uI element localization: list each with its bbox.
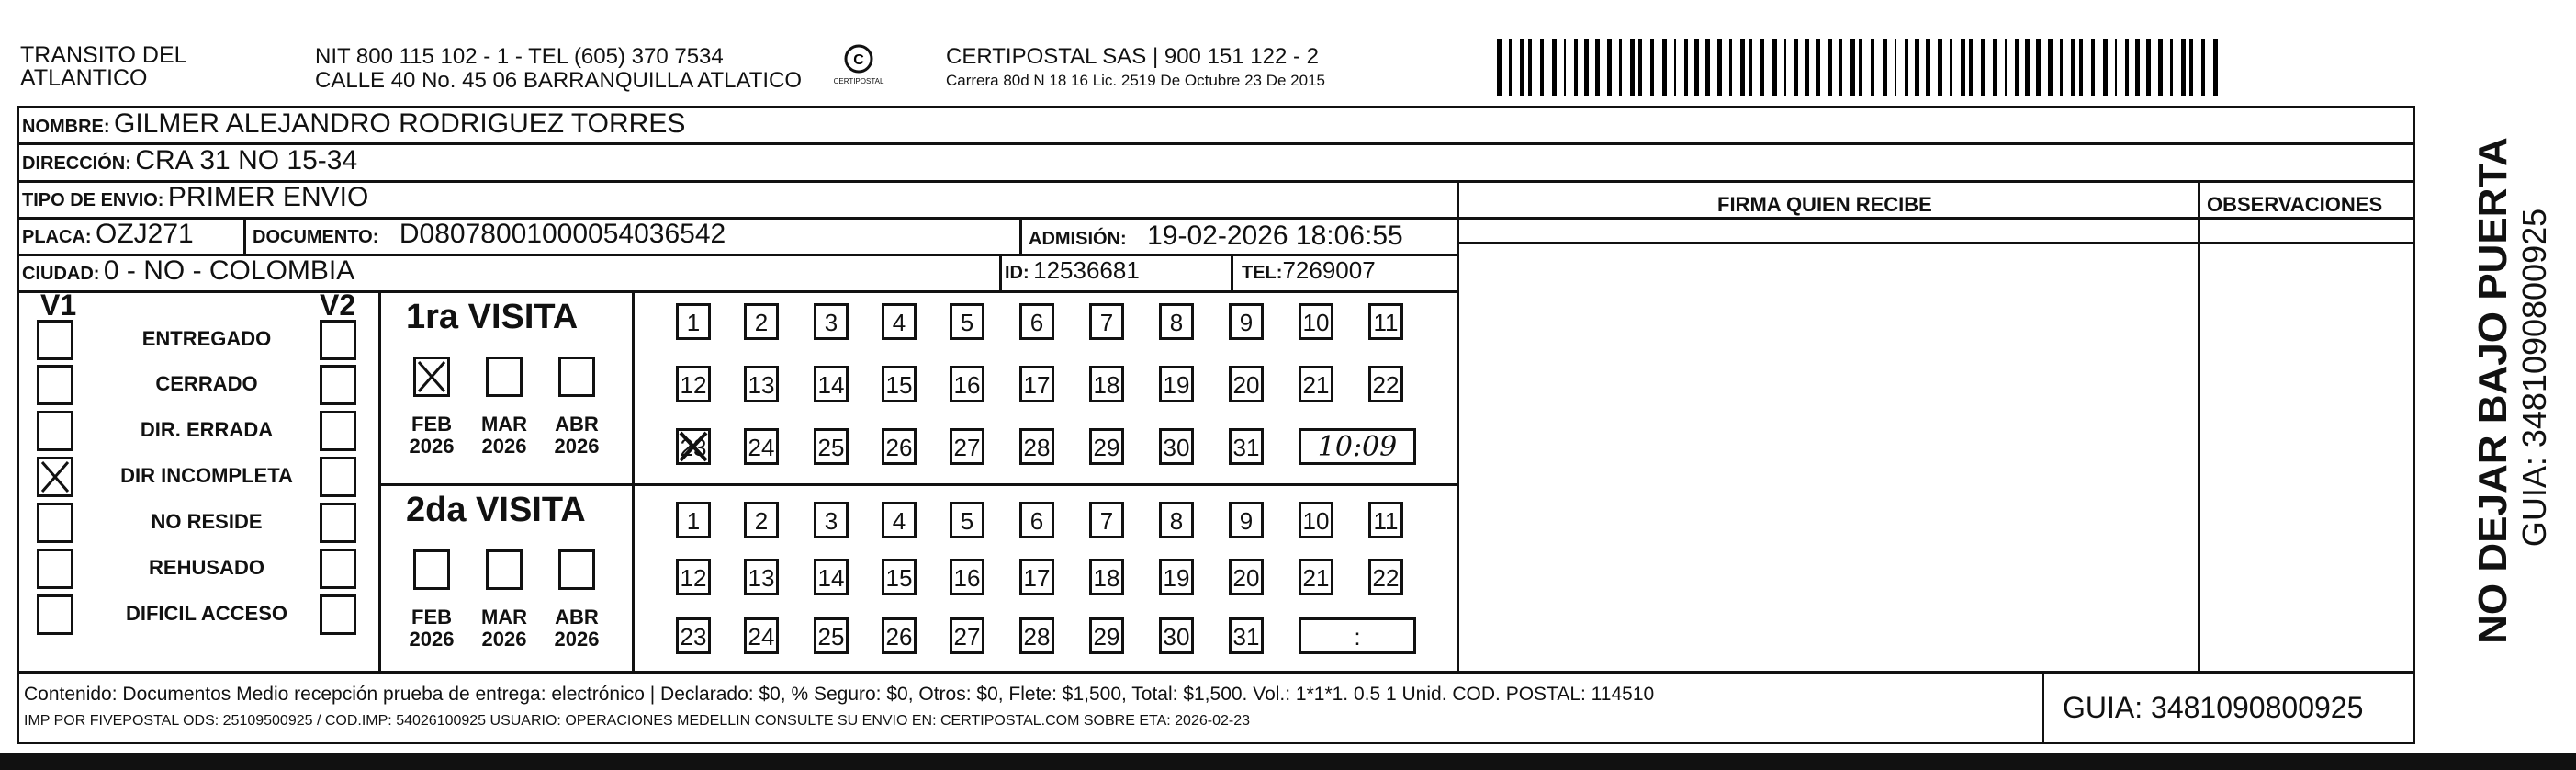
side-text [2424, 138, 2562, 652]
month-label: ABR 2026 [554, 606, 600, 651]
first-visit-time[interactable]: 10:09 [1299, 428, 1416, 465]
tipo-label: TIPO DE ENVIO: [22, 190, 164, 210]
barcode-bar [1816, 39, 1820, 96]
barcode-bar [2135, 39, 2140, 96]
day-box[interactable]: 15 [882, 366, 917, 402]
barcode-bar [2158, 39, 2163, 96]
barcode-bar [1630, 39, 1635, 96]
courier-address: Carrera 80d N 18 16 Lic. 2519 De Octubre 23 De 2015 [946, 72, 1325, 89]
barcode-bar [1574, 39, 1578, 96]
placa-value: OZJ271 [96, 219, 194, 249]
month-checkbox[interactable] [413, 357, 450, 397]
nit-line: NIT 800 115 102 - 1 - TEL (605) 370 7534 [315, 44, 724, 69]
barcode-bar [1595, 39, 1600, 96]
barcode-bar [2125, 39, 2129, 96]
option-label: NO RESIDE [151, 510, 263, 533]
day-box[interactable]: 5 [950, 502, 984, 538]
barcode-bar [2115, 39, 2117, 96]
barcode-bar [1993, 39, 1997, 96]
ciudad-label: CIUDAD: [22, 264, 100, 284]
admision-value: 19-02-2026 18:06:55 [1147, 221, 1403, 251]
barcode-bar [1850, 39, 1855, 96]
barcode-bar [1674, 39, 1676, 96]
barcode-svg [1497, 39, 2222, 96]
v2-checkbox[interactable] [320, 365, 356, 405]
v2-checkbox[interactable] [320, 594, 356, 635]
day-box[interactable]: 27 [950, 617, 984, 654]
v2-checkbox[interactable] [320, 411, 356, 451]
month-label: ABR 2026 [554, 413, 600, 458]
day-box[interactable]: 30 [1159, 617, 1194, 654]
day-box[interactable]: 10 [1299, 502, 1333, 538]
footer-imp: IMP POR FIVEPOSTAL ODS: 25109500925 / COD.IMP: 54026100925 USUARIO: OPERACIONES MEDELLIN CONSULTE SU ENVIO EN: CERTIPOSTAL.COM SOBRE ETA: 2026-02-23 [24, 713, 1250, 729]
option-label: REHUSADO [149, 556, 264, 579]
day-box[interactable]: 2 [744, 502, 779, 538]
option-label: DIFICIL ACCESO [125, 602, 287, 625]
barcode-bar [1950, 39, 1952, 96]
barcode-bar [1638, 39, 1642, 96]
v1-checkbox[interactable] [37, 549, 73, 589]
ciudad-value: 0 - NO - COLOMBIA [103, 255, 355, 286]
barcode-bar [1564, 39, 1566, 96]
day-box[interactable]: 15 [882, 559, 917, 595]
month-checkbox[interactable] [558, 357, 595, 397]
placa-row [22, 219, 194, 250]
barcode-bar [1981, 39, 1985, 96]
barcode-bar [1772, 39, 1777, 96]
barcode-bar [1961, 39, 1965, 96]
barcode-bar [1760, 39, 1764, 96]
barcode-bar [2189, 39, 2193, 96]
v1-checkbox[interactable] [37, 365, 73, 405]
barcode-bar [1607, 39, 1612, 96]
barcode-bar [1650, 39, 1654, 96]
day-box[interactable]: 16 [950, 366, 984, 402]
ciudad-row [22, 255, 354, 287]
firma-area[interactable] [1462, 246, 2195, 669]
barcode-bar [1528, 39, 1532, 96]
barcode-bar [1694, 39, 1699, 96]
barcode-bar [1497, 39, 1502, 96]
day-box[interactable]: 19 [1159, 366, 1194, 402]
barcode-bar [1705, 39, 1710, 96]
first-visit-title: 1ra VISITA [406, 298, 579, 336]
day-box[interactable]: 26 [882, 617, 917, 654]
barcode-bar [1509, 39, 1512, 96]
month-checkbox[interactable] [558, 549, 595, 590]
option-label: DIR. ERRADA [140, 418, 274, 441]
day-box[interactable]: 20 [1229, 559, 1264, 595]
tel-label: TEL: [1242, 263, 1283, 283]
v1-header: V1 [40, 289, 77, 322]
barcode-bar [1749, 39, 1752, 96]
barcode-bar [1717, 39, 1722, 96]
sender-name [20, 44, 187, 90]
v1-checkbox[interactable] [37, 457, 73, 497]
day-box[interactable]: 18 [1089, 366, 1124, 402]
day-box[interactable]: 24 [744, 428, 779, 465]
barcode-bar [2071, 39, 2075, 96]
day-box[interactable]: 17 [1019, 366, 1054, 402]
barcode-bar [2103, 39, 2108, 96]
day-box[interactable]: 21 [1299, 559, 1333, 595]
day-box[interactable]: 11 [1368, 303, 1403, 340]
barcode-bar [2146, 39, 2151, 96]
v2-checkbox[interactable] [320, 503, 356, 543]
day-box[interactable]: 22 [1368, 559, 1403, 595]
day-box[interactable]: 28 [1019, 428, 1054, 465]
day-box[interactable]: 14 [814, 366, 849, 402]
day-box[interactable]: 31 [1229, 428, 1264, 465]
day-box[interactable]: 28 [1019, 617, 1054, 654]
day-box[interactable]: 13 [744, 559, 779, 595]
day-box[interactable]: 20 [1229, 366, 1264, 402]
option-label: CERRADO [155, 372, 258, 395]
barcode-bar [1828, 39, 1832, 96]
day-box[interactable]: 29 [1089, 617, 1124, 654]
barcode-bar [1895, 39, 1896, 96]
v1-checkbox[interactable] [37, 594, 73, 635]
address-line: CALLE 40 No. 45 06 BARRANQUILLA ATLATICO [315, 68, 803, 93]
month-checkbox[interactable] [486, 549, 523, 590]
id-label: ID: [1005, 263, 1029, 283]
id-row [1005, 256, 1140, 285]
barcode-bar [1871, 39, 1874, 96]
barcode-bar [2213, 39, 2218, 96]
day-box[interactable]: 7 [1089, 303, 1124, 340]
month-label: MAR 2026 [480, 413, 528, 458]
day-box[interactable]: 18 [1089, 559, 1124, 595]
courier-line: CERTIPOSTAL SAS | 900 151 122 - 2 [946, 44, 1319, 69]
barcode-bar [2048, 39, 2053, 96]
nombre-label: NOMBRE: [22, 117, 110, 137]
barcode-bar [2060, 39, 2063, 96]
barcode-bar [2181, 39, 2186, 96]
day-box[interactable]: 8 [1159, 502, 1194, 538]
month-label: MAR 2026 [480, 606, 528, 651]
svg-text:C: C [853, 52, 864, 68]
barcode-bar [1859, 39, 1862, 96]
nombre-row [22, 108, 685, 140]
day-box[interactable]: 23 [676, 428, 711, 465]
certipostal-logo-icon: C CERTIPOSTAL [827, 40, 891, 96]
v2-checkbox[interactable] [320, 549, 356, 589]
side-warning: NO DEJAR BAJO PUERTA [2470, 137, 2515, 644]
day-box[interactable]: 7 [1089, 502, 1124, 538]
v2-checkbox[interactable] [320, 320, 356, 360]
v2-header: V2 [320, 289, 356, 322]
option-label: ENTREGADO [141, 327, 272, 350]
observaciones-label: OBSERVACIONES [2207, 193, 2383, 216]
day-box[interactable]: 1 [676, 502, 711, 538]
day-box[interactable]: 3 [814, 502, 849, 538]
barcode-bar [1905, 39, 1908, 96]
barcode-bar [2015, 39, 2019, 96]
day-box[interactable]: 10 [1299, 303, 1333, 340]
footer-guia: GUIA: 3481090800925 [2063, 691, 2364, 724]
barcode-bar [1662, 39, 1667, 96]
barcode-bar [1805, 39, 1809, 96]
barcode-bar [1926, 39, 1930, 96]
firma-label: FIRMA QUIEN RECIBE [1717, 193, 1932, 216]
sender-line-2: ATLANTICO [20, 65, 148, 91]
month-label: FEB 2026 [409, 606, 455, 651]
barcode-bar [2025, 39, 2030, 96]
barcode-bar [2091, 39, 2095, 96]
barcode-bar [2201, 39, 2205, 96]
placa-label: PLACA: [22, 227, 92, 247]
barcode-bar [1684, 39, 1688, 96]
id-value: 12536681 [1033, 256, 1140, 284]
v1-checkbox[interactable] [37, 320, 73, 360]
month-checkbox[interactable] [413, 549, 450, 590]
bottom-edge [0, 753, 2576, 770]
v2-checkbox[interactable] [320, 457, 356, 497]
documento-value: D08078001000054036542 [399, 219, 726, 249]
day-box[interactable]: 2 [744, 303, 779, 340]
barcode-bar [1883, 39, 1887, 96]
barcode-bar [1619, 39, 1622, 96]
sender-line-1: TRANSITO DEL [20, 42, 187, 68]
v1-checkbox[interactable] [37, 411, 73, 451]
option-label: DIR INCOMPLETA [120, 464, 293, 487]
barcode-bar [1784, 39, 1786, 96]
day-box[interactable]: 1 [676, 303, 711, 340]
day-box[interactable]: 17 [1019, 559, 1054, 595]
day-box[interactable]: 3 [814, 303, 849, 340]
day-box[interactable]: 6 [1019, 303, 1054, 340]
tel-value: 7269007 [1282, 256, 1376, 284]
month-checkbox[interactable] [486, 357, 523, 397]
day-box[interactable]: 6 [1019, 502, 1054, 538]
barcode-bar [1938, 39, 1942, 96]
barcode-bar [1540, 39, 1544, 96]
day-box[interactable]: 16 [950, 559, 984, 595]
barcode-bar [1729, 39, 1732, 96]
day-box[interactable]: 13 [744, 366, 779, 402]
day-box[interactable]: 9 [1229, 502, 1264, 538]
day-box[interactable]: 31 [1229, 617, 1264, 654]
day-box[interactable]: 19 [1159, 559, 1194, 595]
day-box[interactable]: 30 [1159, 428, 1194, 465]
side-guia: GUIA: 3481090800925 [2515, 208, 2553, 548]
day-box[interactable]: 25 [814, 617, 849, 654]
month-label: FEB 2026 [409, 413, 455, 458]
day-box[interactable]: 22 [1368, 366, 1403, 402]
admision-label: ADMISIÓN: [1029, 229, 1127, 249]
tipo-row [22, 182, 368, 213]
second-visit-title: 2da VISITA [406, 491, 586, 529]
barcode [1497, 39, 2222, 96]
barcode-bar [1915, 39, 1919, 96]
day-box[interactable]: 9 [1229, 303, 1264, 340]
direccion-value: CRA 31 NO 15-34 [135, 145, 358, 176]
barcode-bar [2170, 39, 2173, 96]
day-box[interactable]: 4 [882, 303, 917, 340]
admision-row [1029, 221, 1403, 252]
observaciones-area[interactable] [2203, 246, 2413, 669]
barcode-bar [1520, 39, 1524, 96]
documento-row [253, 219, 726, 250]
nombre-value: GILMER ALEJANDRO RODRIGUEZ TORRES [114, 108, 686, 139]
day-box[interactable]: 26 [882, 428, 917, 465]
day-box[interactable]: 27 [950, 428, 984, 465]
barcode-bar [2036, 39, 2041, 96]
day-box[interactable]: 4 [882, 502, 917, 538]
day-box[interactable]: 12 [676, 559, 711, 595]
barcode-bar [2079, 39, 2083, 96]
barcode-bar [1584, 39, 1589, 96]
day-box[interactable]: 5 [950, 303, 984, 340]
day-box[interactable]: 23 [676, 617, 711, 654]
day-box[interactable]: 29 [1089, 428, 1124, 465]
day-box[interactable]: 25 [814, 428, 849, 465]
barcode-bar [1794, 39, 1798, 96]
day-box[interactable]: 12 [676, 366, 711, 402]
day-box[interactable]: 11 [1368, 502, 1403, 538]
second-visit-time[interactable]: : [1299, 617, 1416, 654]
barcode-bar [1740, 39, 1745, 96]
tipo-value: PRIMER ENVIO [167, 182, 369, 212]
barcode-bar [1969, 39, 1973, 96]
footer-contenido: Contenido: Documentos Medio recepción prueba de entrega: electrónico | Declarado: $0, % Seguro: $0, Otros: $0, Flete: $1,500, Total: $1,500. Vol.: 1*1*1. 0.5 1 Unid. COD. POSTAL: 114510 [24, 684, 1655, 705]
day-box[interactable]: 8 [1159, 303, 1194, 340]
barcode-bar [2005, 39, 2007, 96]
direccion-label: DIRECCIÓN: [22, 153, 131, 174]
day-box[interactable]: 14 [814, 559, 849, 595]
v1-checkbox[interactable] [37, 503, 73, 543]
documento-label: DOCUMENTO: [253, 227, 379, 247]
barcode-bar [1839, 39, 1842, 96]
tel-row [1242, 256, 1376, 285]
direccion-row [22, 145, 357, 176]
barcode-bar [1552, 39, 1557, 96]
day-box[interactable]: 21 [1299, 366, 1333, 402]
day-box[interactable]: 24 [744, 617, 779, 654]
